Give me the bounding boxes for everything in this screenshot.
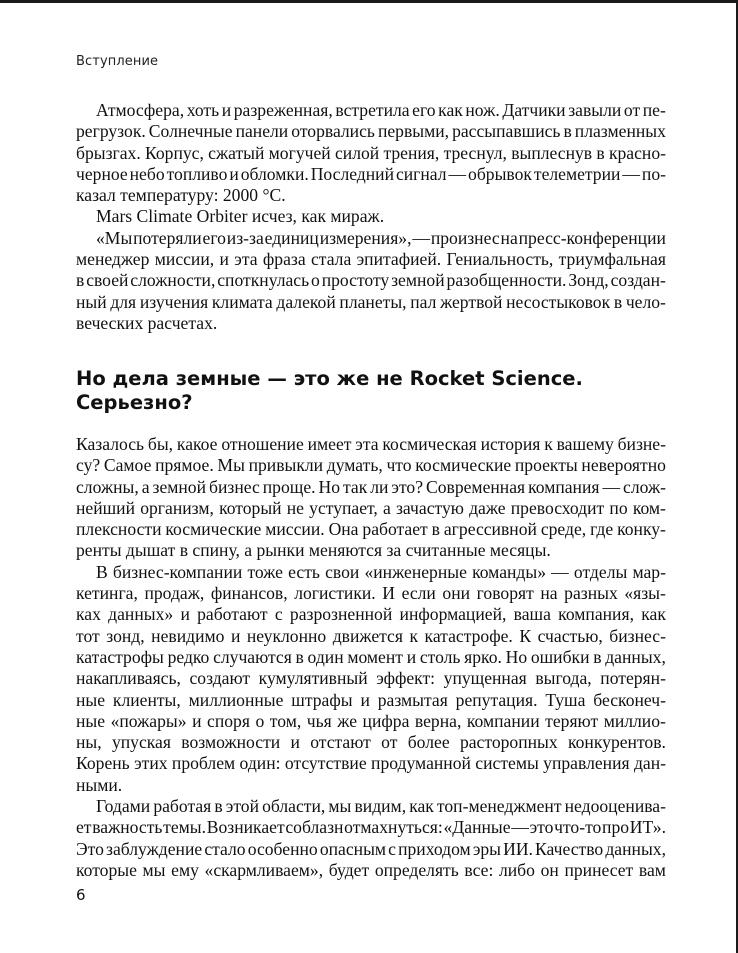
text-line: казал температуру: 2000 °C. [76,185,286,206]
text-line: ные клиенты, миллионные штрафы и размытая репутация. Туша бесконеч- [76,689,666,710]
text-line: ет важность темы. Возникает соблазн отмахнуться: «Данные — это что-то про ИТ». [76,817,666,838]
text-line: ными. [76,774,123,795]
text-line: Годами работая в этой области, мы видим, как топ-менеджмент недооценива- [96,796,666,817]
text-line: ные «пожары» и споря о том, чья же цифра верна, компании теряют миллио- [76,710,666,731]
page-number: 6 [76,886,86,904]
text-line: В бизнес-компании тоже есть свои «инженерные команды» — отделы мар- [96,561,666,582]
text-line: нейший организм, который не уступает, а зачастую даже превосходит по ком- [76,497,666,518]
text-line: Корень этих проблем один: отсутствие продуманной системы управления дан- [76,753,666,774]
running-head: Вступление [76,54,159,69]
text-line: плексности космические миссии. Она работает в агрессивной среде, где конку- [76,519,666,540]
section-heading-line-1: Но дела земные — это же не Rocket Science. [76,367,583,390]
text-line: менеджер миссии, и эта фраза стала эпитафией. Гениальность, триумфальная [76,249,666,270]
text-line: Mars Climate Orbiter исчез, как мираж. [96,206,385,227]
section-paragraphs [76,434,666,881]
text-line: су? Самое прямое. Мы привыкли думать, что космические проекты невероятно [76,455,666,476]
section-heading [76,367,676,415]
intro-paragraphs [76,100,666,334]
text-line: ках данных» и работают с разрозненной информацией, ваша компания, как [76,604,666,625]
text-line: в своей сложности, споткнулась о простоту земной разобщенности. Зонд, создан- [76,270,666,291]
text-line: тот зонд, невидимо и неуклонно движется к катастрофе. К счастью, бизнес- [76,625,666,646]
text-line: веческих расчетах. [76,312,218,333]
text-line: черное небо топливо и обломки. Последний сигнал — обрывок телеметрии — по- [76,163,666,184]
text-line: ный для изучения климата далекой планеты, пал жертвой несостыковок в чело- [76,291,666,312]
text-line: Атмосфера, хоть и разреженная, встретила его как нож. Датчики завыли от пе- [96,100,666,120]
text-line: катастрофы редко случаются в один момент и столь ярко. Но ошибки в данных, [76,646,666,667]
text-line: сложны, а земной бизнес проще. Но так ли это? Современная компания — слож- [76,476,666,497]
text-line: накапливаясь, создают кумулятивный эффект: упущенная выгода, потерян- [76,668,666,689]
text-line: кетинга, продаж, финансов, логистики. И если они говорят на разных «язы- [76,583,666,604]
text-line: брызгах. Корпус, сжатый могучей силой трения, треснул, выплеснув в красно- [76,142,666,163]
section-heading-line-2: Серьезно? [76,391,193,414]
text-line: регрузок. Солнечные панели оторвались первыми, рассыпавшись в плазменных [76,121,666,142]
text-line: ренты дышат в спину, а рынки меняются за считанные месяцы. [76,540,551,561]
text-line: Это заблуждение стало особенно опасным с приходом эры ИИ. Качество данных, [76,838,666,859]
text-line: Казалось бы, какое отношение имеет эта космическая история к вашему бизне- [76,434,666,454]
text-line: которые мы ему «скармливаем», будет определять все: либо он принесет вам [76,859,666,880]
text-line: ны, упуская возможности и отстают от более расторопных конкурентов. [76,732,666,753]
text-line: «Мы потеряли его из-за единиц измерения», — произнес на пресс-конференции [96,227,666,248]
